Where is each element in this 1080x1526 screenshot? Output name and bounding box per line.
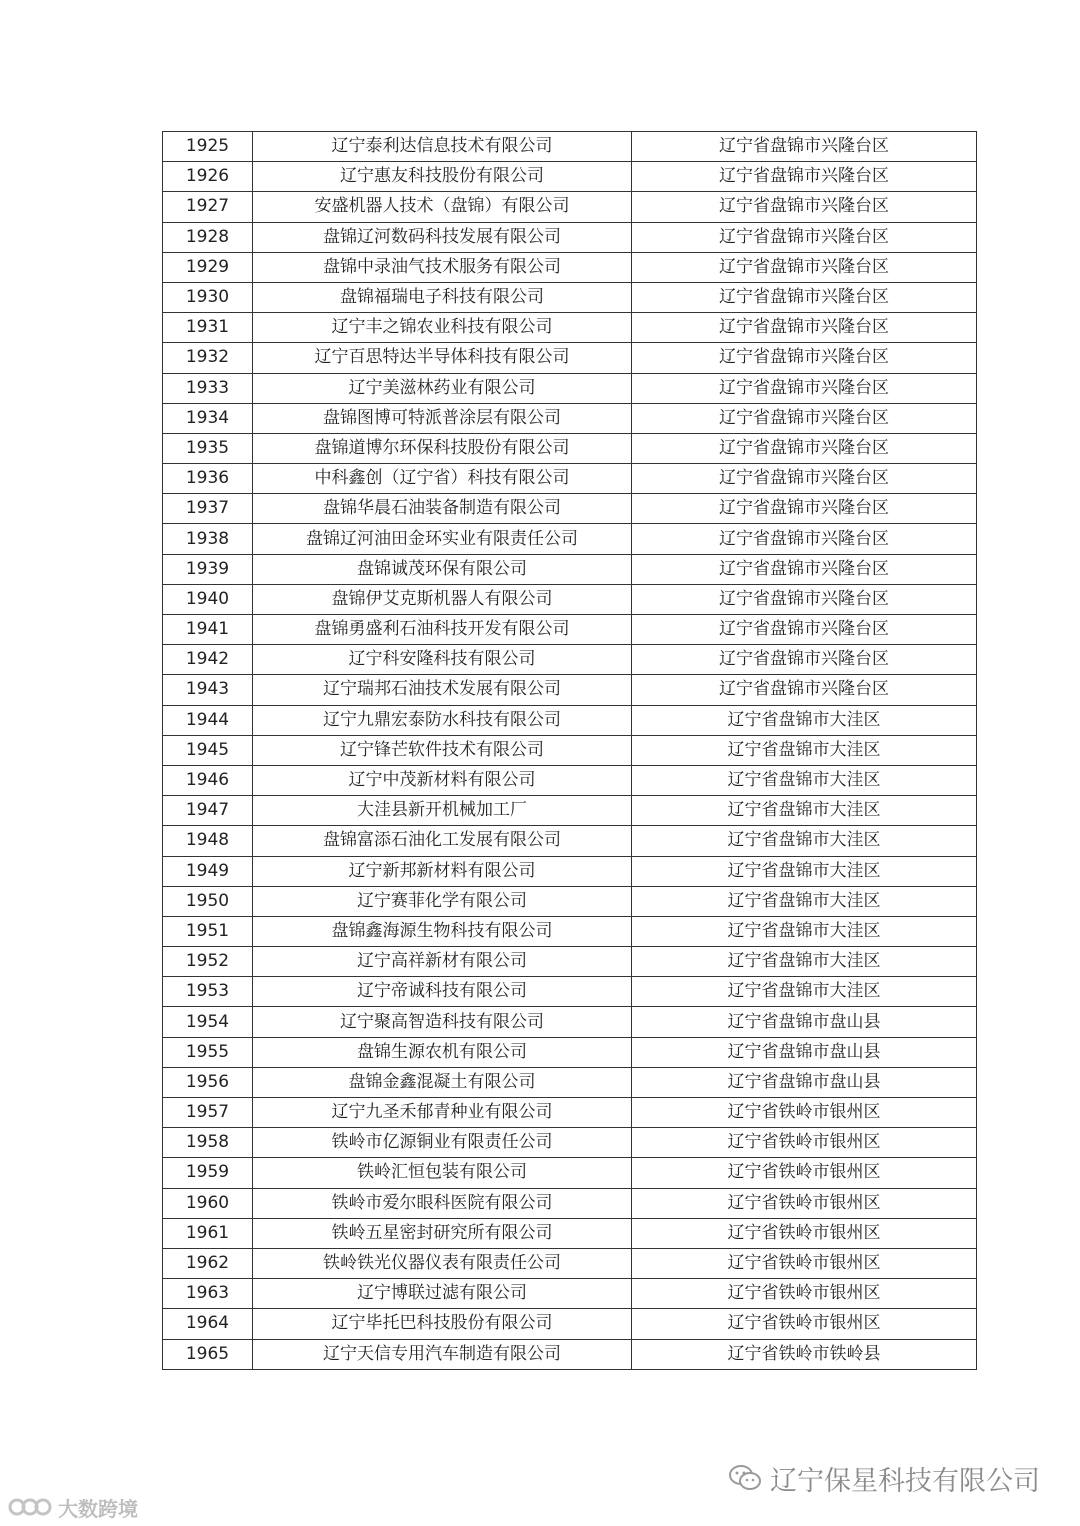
- row-number-cell: 1935: [163, 433, 253, 463]
- table-row: [163, 1098, 977, 1128]
- region-cell: 辽宁省盘锦市兴隆台区: [632, 282, 977, 312]
- company-name-cell: 铁岭汇恒包装有限公司: [253, 1158, 632, 1188]
- region-cell: 辽宁省盘锦市大洼区: [632, 765, 977, 795]
- row-number-cell: 1965: [163, 1339, 253, 1369]
- table-row: [163, 313, 977, 343]
- company-name-cell: 盘锦诚茂环保有限公司: [253, 554, 632, 584]
- table-row: [163, 1037, 977, 1067]
- table-row: [163, 282, 977, 312]
- table-row: [163, 1158, 977, 1188]
- table-row: [163, 645, 977, 675]
- company-name-cell: 辽宁博联过滤有限公司: [253, 1279, 632, 1309]
- table-row: [163, 1007, 977, 1037]
- region-cell: 辽宁省盘锦市大洼区: [632, 826, 977, 856]
- region-cell: 辽宁省盘锦市大洼区: [632, 796, 977, 826]
- region-cell: 辽宁省盘锦市兴隆台区: [632, 494, 977, 524]
- table-row: [163, 735, 977, 765]
- region-cell: 辽宁省铁岭市银州区: [632, 1128, 977, 1158]
- company-name-cell: 盘锦中录油气技术服务有限公司: [253, 252, 632, 282]
- region-cell: 辽宁省铁岭市银州区: [632, 1098, 977, 1128]
- company-name-cell: 盘锦生源农机有限公司: [253, 1037, 632, 1067]
- region-cell: 辽宁省铁岭市银州区: [632, 1218, 977, 1248]
- row-number-cell: 1929: [163, 252, 253, 282]
- row-number-cell: 1936: [163, 464, 253, 494]
- row-number-cell: 1944: [163, 705, 253, 735]
- company-name-cell: 辽宁赛菲化学有限公司: [253, 886, 632, 916]
- region-cell: 辽宁省盘锦市兴隆台区: [632, 252, 977, 282]
- row-number-cell: 1954: [163, 1007, 253, 1037]
- table-row: [163, 192, 977, 222]
- company-name-cell: 盘锦辽河数码科技发展有限公司: [253, 222, 632, 252]
- company-name-cell: 盘锦图博可特派普涂层有限公司: [253, 403, 632, 433]
- company-name-cell: 辽宁百思特达半导体科技有限公司: [253, 343, 632, 373]
- company-name-cell: 辽宁毕托巴科技股份有限公司: [253, 1309, 632, 1339]
- table-row: [163, 886, 977, 916]
- dashu-watermark-text: 大数跨境: [58, 1496, 138, 1521]
- company-name-cell: 辽宁帝诚科技有限公司: [253, 977, 632, 1007]
- table-row: [163, 796, 977, 826]
- row-number-cell: 1938: [163, 524, 253, 554]
- table-row: [163, 494, 977, 524]
- region-cell: 辽宁省盘锦市兴隆台区: [632, 615, 977, 645]
- table-row: [163, 464, 977, 494]
- region-cell: 辽宁省盘锦市兴隆台区: [632, 222, 977, 252]
- region-cell: 辽宁省盘锦市兴隆台区: [632, 343, 977, 373]
- company-name-cell: 辽宁聚高智造科技有限公司: [253, 1007, 632, 1037]
- table-row: [163, 947, 977, 977]
- region-cell: 辽宁省盘锦市大洼区: [632, 916, 977, 946]
- company-name-cell: 铁岭铁光仪器仪表有限责任公司: [253, 1248, 632, 1278]
- region-cell: 辽宁省盘锦市兴隆台区: [632, 675, 977, 705]
- table-row: [163, 584, 977, 614]
- region-cell: 辽宁省盘锦市兴隆台区: [632, 313, 977, 343]
- company-name-cell: 盘锦金鑫混凝土有限公司: [253, 1067, 632, 1097]
- row-number-cell: 1952: [163, 947, 253, 977]
- company-name-cell: 安盛机器人技术（盘锦）有限公司: [253, 192, 632, 222]
- row-number-cell: 1943: [163, 675, 253, 705]
- company-name-cell: 辽宁新邦新材料有限公司: [253, 856, 632, 886]
- table-row: [163, 1279, 977, 1309]
- region-cell: 辽宁省盘锦市兴隆台区: [632, 433, 977, 463]
- company-list-table: [162, 131, 977, 1370]
- row-number-cell: 1925: [163, 132, 253, 162]
- table-row: [163, 705, 977, 735]
- table-row: [163, 162, 977, 192]
- table-row: [163, 977, 977, 1007]
- company-name-cell: 辽宁高祥新材有限公司: [253, 947, 632, 977]
- company-name-cell: 盘锦福瑞电子科技有限公司: [253, 282, 632, 312]
- company-name-cell: 盘锦富添石油化工发展有限公司: [253, 826, 632, 856]
- row-number-cell: 1962: [163, 1248, 253, 1278]
- table-row: [163, 403, 977, 433]
- table-row: [163, 856, 977, 886]
- row-number-cell: 1958: [163, 1128, 253, 1158]
- row-number-cell: 1961: [163, 1218, 253, 1248]
- region-cell: 辽宁省铁岭市银州区: [632, 1309, 977, 1339]
- company-name-cell: 盘锦鑫海源生物科技有限公司: [253, 916, 632, 946]
- region-cell: 辽宁省盘锦市盘山县: [632, 1037, 977, 1067]
- region-cell: 辽宁省盘锦市兴隆台区: [632, 192, 977, 222]
- table-row: [163, 524, 977, 554]
- region-cell: 辽宁省盘锦市兴隆台区: [632, 464, 977, 494]
- region-cell: 辽宁省盘锦市大洼区: [632, 705, 977, 735]
- row-number-cell: 1959: [163, 1158, 253, 1188]
- wechat-account-name: 辽宁保星科技有限公司: [770, 1465, 1040, 1497]
- table-row: [163, 826, 977, 856]
- row-number-cell: 1945: [163, 735, 253, 765]
- row-number-cell: 1941: [163, 615, 253, 645]
- region-cell: 辽宁省盘锦市大洼区: [632, 886, 977, 916]
- company-name-cell: 盘锦勇盛利石油科技开发有限公司: [253, 615, 632, 645]
- company-name-cell: 辽宁九鼎宏泰防水科技有限公司: [253, 705, 632, 735]
- region-cell: 辽宁省盘锦市兴隆台区: [632, 162, 977, 192]
- company-name-cell: 中科鑫创（辽宁省）科技有限公司: [253, 464, 632, 494]
- region-cell: 辽宁省盘锦市兴隆台区: [632, 584, 977, 614]
- region-cell: 辽宁省盘锦市大洼区: [632, 977, 977, 1007]
- row-number-cell: 1946: [163, 765, 253, 795]
- table-row: [163, 252, 977, 282]
- table-row: [163, 222, 977, 252]
- row-number-cell: 1937: [163, 494, 253, 524]
- table-row: [163, 1339, 977, 1369]
- table-row: [163, 1188, 977, 1218]
- region-cell: 辽宁省铁岭市银州区: [632, 1158, 977, 1188]
- region-cell: 辽宁省铁岭市银州区: [632, 1279, 977, 1309]
- region-cell: 辽宁省盘锦市大洼区: [632, 856, 977, 886]
- table-row: [163, 765, 977, 795]
- company-name-cell: 辽宁丰之锦农业科技有限公司: [253, 313, 632, 343]
- row-number-cell: 1955: [163, 1037, 253, 1067]
- row-number-cell: 1940: [163, 584, 253, 614]
- company-name-cell: 大洼县新开机械加工厂: [253, 796, 632, 826]
- region-cell: 辽宁省盘锦市兴隆台区: [632, 524, 977, 554]
- region-cell: 辽宁省铁岭市银州区: [632, 1248, 977, 1278]
- row-number-cell: 1934: [163, 403, 253, 433]
- region-cell: 辽宁省铁岭市铁岭县: [632, 1339, 977, 1369]
- row-number-cell: 1939: [163, 554, 253, 584]
- table-row: [163, 554, 977, 584]
- company-name-cell: 铁岭市爱尔眼科医院有限公司: [253, 1188, 632, 1218]
- dashu-logo-icon: [8, 1494, 52, 1520]
- region-cell: 辽宁省盘锦市兴隆台区: [632, 132, 977, 162]
- table-row: [163, 1248, 977, 1278]
- dashu-watermark: [8, 1492, 138, 1522]
- company-name-cell: 辽宁科安隆科技有限公司: [253, 645, 632, 675]
- company-name-cell: 盘锦辽河油田金环实业有限责任公司: [253, 524, 632, 554]
- company-name-cell: 铁岭市亿源铜业有限责任公司: [253, 1128, 632, 1158]
- company-list-body: [163, 132, 977, 1370]
- row-number-cell: 1960: [163, 1188, 253, 1218]
- company-name-cell: 盘锦华晨石油装备制造有限公司: [253, 494, 632, 524]
- company-name-cell: 辽宁美滋林药业有限公司: [253, 373, 632, 403]
- row-number-cell: 1964: [163, 1309, 253, 1339]
- company-name-cell: 辽宁锋芒软件技术有限公司: [253, 735, 632, 765]
- company-name-cell: 辽宁惠友科技股份有限公司: [253, 162, 632, 192]
- wechat-icon: [728, 1463, 762, 1493]
- region-cell: 辽宁省盘锦市盘山县: [632, 1067, 977, 1097]
- company-name-cell: 盘锦伊艾克斯机器人有限公司: [253, 584, 632, 614]
- row-number-cell: 1963: [163, 1279, 253, 1309]
- wechat-account-watermark: [728, 1458, 1040, 1498]
- company-name-cell: 辽宁瑞邦石油技术发展有限公司: [253, 675, 632, 705]
- row-number-cell: 1932: [163, 343, 253, 373]
- row-number-cell: 1948: [163, 826, 253, 856]
- region-cell: 辽宁省盘锦市兴隆台区: [632, 554, 977, 584]
- row-number-cell: 1927: [163, 192, 253, 222]
- row-number-cell: 1926: [163, 162, 253, 192]
- table-row: [163, 132, 977, 162]
- table-row: [163, 1128, 977, 1158]
- row-number-cell: 1951: [163, 916, 253, 946]
- region-cell: 辽宁省盘锦市大洼区: [632, 947, 977, 977]
- row-number-cell: 1931: [163, 313, 253, 343]
- row-number-cell: 1928: [163, 222, 253, 252]
- table-row: [163, 433, 977, 463]
- row-number-cell: 1956: [163, 1067, 253, 1097]
- region-cell: 辽宁省盘锦市兴隆台区: [632, 645, 977, 675]
- region-cell: 辽宁省盘锦市兴隆台区: [632, 403, 977, 433]
- table-row: [163, 373, 977, 403]
- region-cell: 辽宁省盘锦市兴隆台区: [632, 373, 977, 403]
- company-name-cell: 辽宁天信专用汽车制造有限公司: [253, 1339, 632, 1369]
- table-row: [163, 675, 977, 705]
- region-cell: 辽宁省铁岭市银州区: [632, 1188, 977, 1218]
- row-number-cell: 1947: [163, 796, 253, 826]
- table-row: [163, 1309, 977, 1339]
- table-row: [163, 1218, 977, 1248]
- company-name-cell: 辽宁泰利达信息技术有限公司: [253, 132, 632, 162]
- row-number-cell: 1950: [163, 886, 253, 916]
- company-name-cell: 盘锦道博尔环保科技股份有限公司: [253, 433, 632, 463]
- company-name-cell: 铁岭五星密封研究所有限公司: [253, 1218, 632, 1248]
- company-name-cell: 辽宁九圣禾郁青种业有限公司: [253, 1098, 632, 1128]
- row-number-cell: 1933: [163, 373, 253, 403]
- region-cell: 辽宁省盘锦市大洼区: [632, 735, 977, 765]
- table-row: [163, 343, 977, 373]
- company-name-cell: 辽宁中茂新材料有限公司: [253, 765, 632, 795]
- row-number-cell: 1953: [163, 977, 253, 1007]
- table-row: [163, 615, 977, 645]
- row-number-cell: 1942: [163, 645, 253, 675]
- row-number-cell: 1949: [163, 856, 253, 886]
- row-number-cell: 1957: [163, 1098, 253, 1128]
- table-row: [163, 1067, 977, 1097]
- region-cell: 辽宁省盘锦市盘山县: [632, 1007, 977, 1037]
- row-number-cell: 1930: [163, 282, 253, 312]
- table-row: [163, 916, 977, 946]
